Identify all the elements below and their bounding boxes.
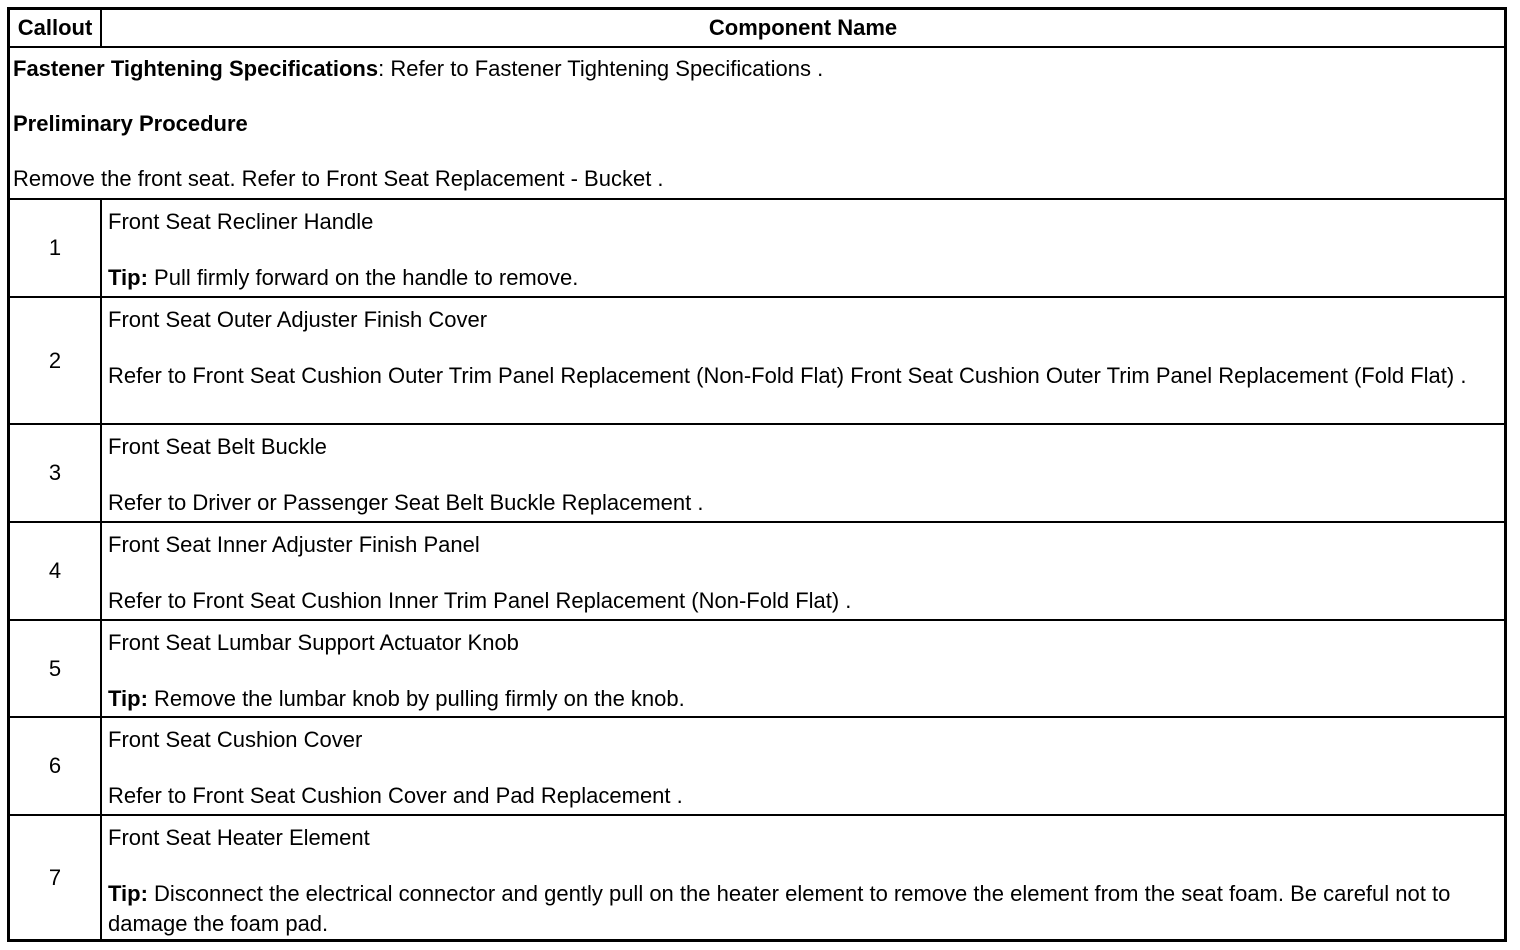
header-component-name: Component Name xyxy=(708,15,898,40)
table-row xyxy=(10,621,1504,718)
component-note: Refer to Front Seat Cushion Inner Trim Panel Replacement (Non-Fold Flat) . xyxy=(108,588,852,613)
fastener-spec-line xyxy=(13,56,1501,82)
component-name: Front Seat Cushion Cover xyxy=(108,727,363,752)
row-callout: 6 xyxy=(10,718,102,814)
fastener-spec-label: Fastener Tightening Specifications xyxy=(13,56,379,81)
table-row xyxy=(10,200,1504,298)
table-row xyxy=(10,425,1504,523)
tip-label: Tip: xyxy=(108,265,148,290)
component-name: Front Seat Inner Adjuster Finish Panel xyxy=(108,532,480,557)
row-callout: 2 xyxy=(10,298,102,423)
preliminary-section xyxy=(10,48,1504,200)
component-name: Front Seat Lumbar Support Actuator Knob xyxy=(108,630,519,655)
row-callout: 4 xyxy=(10,523,102,619)
preliminary-heading: Preliminary Procedure xyxy=(13,111,248,136)
component-name: Front Seat Belt Buckle xyxy=(108,434,327,459)
table-row xyxy=(10,816,1504,939)
row-callout: 5 xyxy=(10,621,102,716)
row-callout: 3 xyxy=(10,425,102,521)
row-content xyxy=(102,298,1504,423)
row-content xyxy=(102,816,1504,939)
row-callout: 1 xyxy=(10,200,102,296)
header-callout: Callout xyxy=(10,10,102,46)
table-row xyxy=(10,718,1504,816)
row-content xyxy=(102,718,1504,814)
row-content xyxy=(102,621,1504,716)
component-note: Tip: Disconnect the electrical connector and gently pull on the heater element to remove the element from the seat foam. Be careful not to damage the foam pad. xyxy=(108,881,1451,936)
table-row xyxy=(10,298,1504,425)
component-note: Tip: Remove the lumbar knob by pulling firmly on the knob. xyxy=(108,686,685,711)
row-content xyxy=(102,523,1504,619)
fastener-spec-text: : Refer to Fastener Tightening Specifications . xyxy=(378,56,824,81)
row-content xyxy=(102,200,1504,296)
component-note: Refer to Front Seat Cushion Outer Trim Panel Replacement (Non-Fold Flat) Front Seat Cushion Outer Trim Panel Replacement (Fold Flat) . xyxy=(108,363,1467,388)
component-name: Front Seat Outer Adjuster Finish Cover xyxy=(108,307,488,332)
tip-label: Tip: xyxy=(108,686,148,711)
tip-label: Tip: xyxy=(108,881,148,906)
component-note: Refer to Front Seat Cushion Cover and Pad Replacement . xyxy=(108,783,683,808)
component-name: Front Seat Recliner Handle xyxy=(108,209,374,234)
component-note: Tip: Pull firmly forward on the handle to remove. xyxy=(108,265,579,290)
row-content xyxy=(102,425,1504,521)
preliminary-text: Remove the front seat. Refer to Front Seat Replacement - Bucket . xyxy=(13,166,664,191)
component-name: Front Seat Heater Element xyxy=(108,825,370,850)
row-callout: 7 xyxy=(10,816,102,939)
component-note: Refer to Driver or Passenger Seat Belt Buckle Replacement . xyxy=(108,490,704,515)
component-table xyxy=(7,7,1507,942)
table-header xyxy=(10,10,1504,48)
table-row xyxy=(10,523,1504,621)
